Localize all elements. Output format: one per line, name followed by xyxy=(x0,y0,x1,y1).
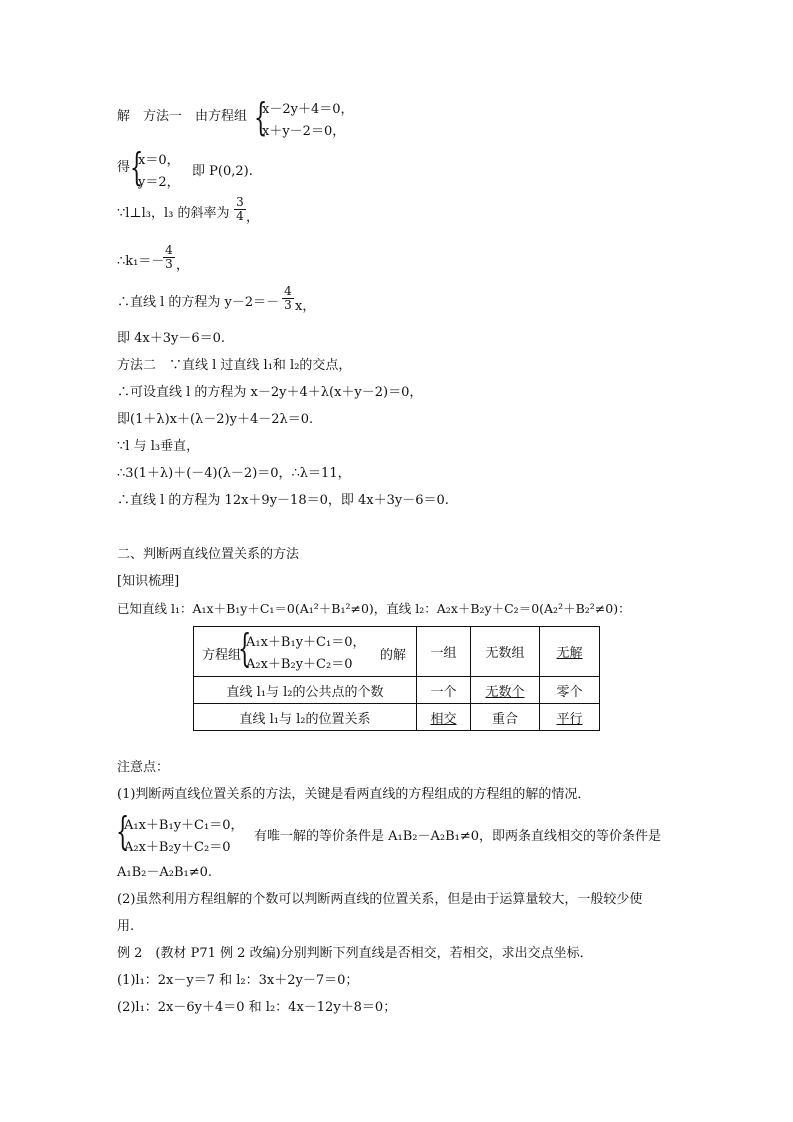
cell-infinite-points: 无数个 xyxy=(471,677,540,704)
given-lines: 已知直线 l₁：A₁x＋B₁y＋C₁＝0(A₁²＋B₁²≠0)，直线 l₂：A₂x＋B₂y＋C₂＝0(A₂²＋B₂²≠0)： xyxy=(117,601,631,616)
cell-one-point: 一个 xyxy=(417,677,471,704)
slope-fraction: $\frac{3}{4}$ xyxy=(234,196,246,223)
eq-end: x， xyxy=(295,299,316,314)
cell-no-solution: 无解 xyxy=(540,627,600,677)
cell-coincide: 重合 xyxy=(471,704,540,731)
note-eq2: A₂x＋B₂y＋C₂＝0 xyxy=(124,840,231,855)
cell-intersect: 相交 xyxy=(417,704,471,731)
method2-line3: 即(1＋λ)x＋(λ－2)y＋4－2λ＝0. xyxy=(117,412,314,427)
notes-title: 注意点： xyxy=(117,760,170,775)
method2-line6: ∴直线 l 的方程为 12x＋9y－18＝0，即 4x＋3y－6＝0. xyxy=(117,493,449,508)
note-eq1: A₁x＋B₁y＋C₁＝0， xyxy=(124,818,244,833)
k1-line: ∴k₁＝－ xyxy=(117,254,165,269)
table-row xyxy=(194,704,600,731)
solution-x: x＝0， xyxy=(138,153,180,168)
example-q1: (1)l₁：2x－y＝7 和 l₂：3x＋2y－7＝0； xyxy=(117,973,359,988)
method2-line5: ∴3(1＋λ)＋(－4)(λ－2)＝0，∴λ＝11， xyxy=(117,466,351,481)
solution-get: 得 xyxy=(117,160,131,175)
solution-label: 的解 xyxy=(380,648,407,663)
common-points-label: 直线 l₁与 l₂的公共点的个数 xyxy=(194,677,417,704)
method2-line4: ∵l 与 l₃垂直， xyxy=(117,439,200,454)
solution-brace: { xyxy=(130,145,144,189)
note-2b: 用. xyxy=(117,919,135,934)
knowledge-heading: [知识梳理] xyxy=(117,574,180,589)
note-1: (1)判断两直线位置关系的方法，关键是看两直线的方程组成的方程组的解的情况． xyxy=(117,787,591,802)
table-eq1: A₁x＋B₁y＋C₁＝0， xyxy=(246,635,366,650)
table-row xyxy=(194,677,600,704)
table-eq2: A₂x＋B₂y＋C₂＝0 xyxy=(246,657,353,672)
method2-line2: ∴可设直线 l 的方程为 x－2y＋4＋λ(x＋y－2)＝0， xyxy=(117,385,423,400)
table-brace: { xyxy=(238,626,252,670)
system-brace: { xyxy=(254,95,268,139)
eq-fraction: $\frac{4}{3}$ xyxy=(282,285,294,312)
note-condition-end: A₁B₂－A₂B₁≠0. xyxy=(117,865,213,880)
note-2a: (2)虽然利用方程组解的个数可以判断两直线的位置关系，但是由于运算量较大，一般较少使 xyxy=(117,892,643,907)
relation-table xyxy=(193,626,600,731)
system-eq1: x－2y＋4＝0， xyxy=(262,102,354,117)
method1-result: 即 4x＋3y－6＝0. xyxy=(117,331,226,346)
system-eq2: x＋y－2＝0， xyxy=(262,124,346,139)
k1-comma: ， xyxy=(176,258,190,273)
intersection-point: 即 P(0,2). xyxy=(192,164,253,179)
section-title: 二、判断两直线位置关系的方法 xyxy=(117,547,300,562)
method1-label: 解 方法一 由方程组 xyxy=(117,109,248,124)
cell-zero-points: 零个 xyxy=(540,677,600,704)
note-brace: { xyxy=(116,809,130,853)
cell-infinite-solutions: 无数组 xyxy=(471,627,540,677)
note-condition: 有唯一解的等价条件是 A₁B₂－A₂B₁≠0，即两条直线相交的等价条件是 xyxy=(254,829,662,844)
k1-fraction: $\frac{4}{3}$ xyxy=(163,244,175,271)
table-row xyxy=(194,627,600,677)
method2-line1: 方法二 ∵直线 l 过直线 l₁和 l₂的交点， xyxy=(117,358,352,373)
line-equation: ∴直线 l 的方程为 y－2＝－ xyxy=(117,295,280,310)
relation-label: 直线 l₁与 l₂的位置关系 xyxy=(194,704,417,731)
system-cell xyxy=(194,627,417,677)
example-q2: (2)l₁：2x－6y＋4＝0 和 l₂：4x－12y＋8＝0； xyxy=(117,1000,397,1015)
cell-one-solution: 一组 xyxy=(417,627,471,677)
example-title: 例 2 (教材 P71 例 2 改编)分别判断下列直线是否相交，若相交，求出交点坐标． xyxy=(117,946,593,961)
solution-y: y＝2， xyxy=(138,175,180,190)
perp-comma: ， xyxy=(246,210,260,225)
cell-parallel: 平行 xyxy=(540,704,600,731)
perpendicular-line: ∵l⊥l₃，l₃ 的斜率为 xyxy=(117,206,230,221)
system-label: 方程组 xyxy=(202,648,242,663)
